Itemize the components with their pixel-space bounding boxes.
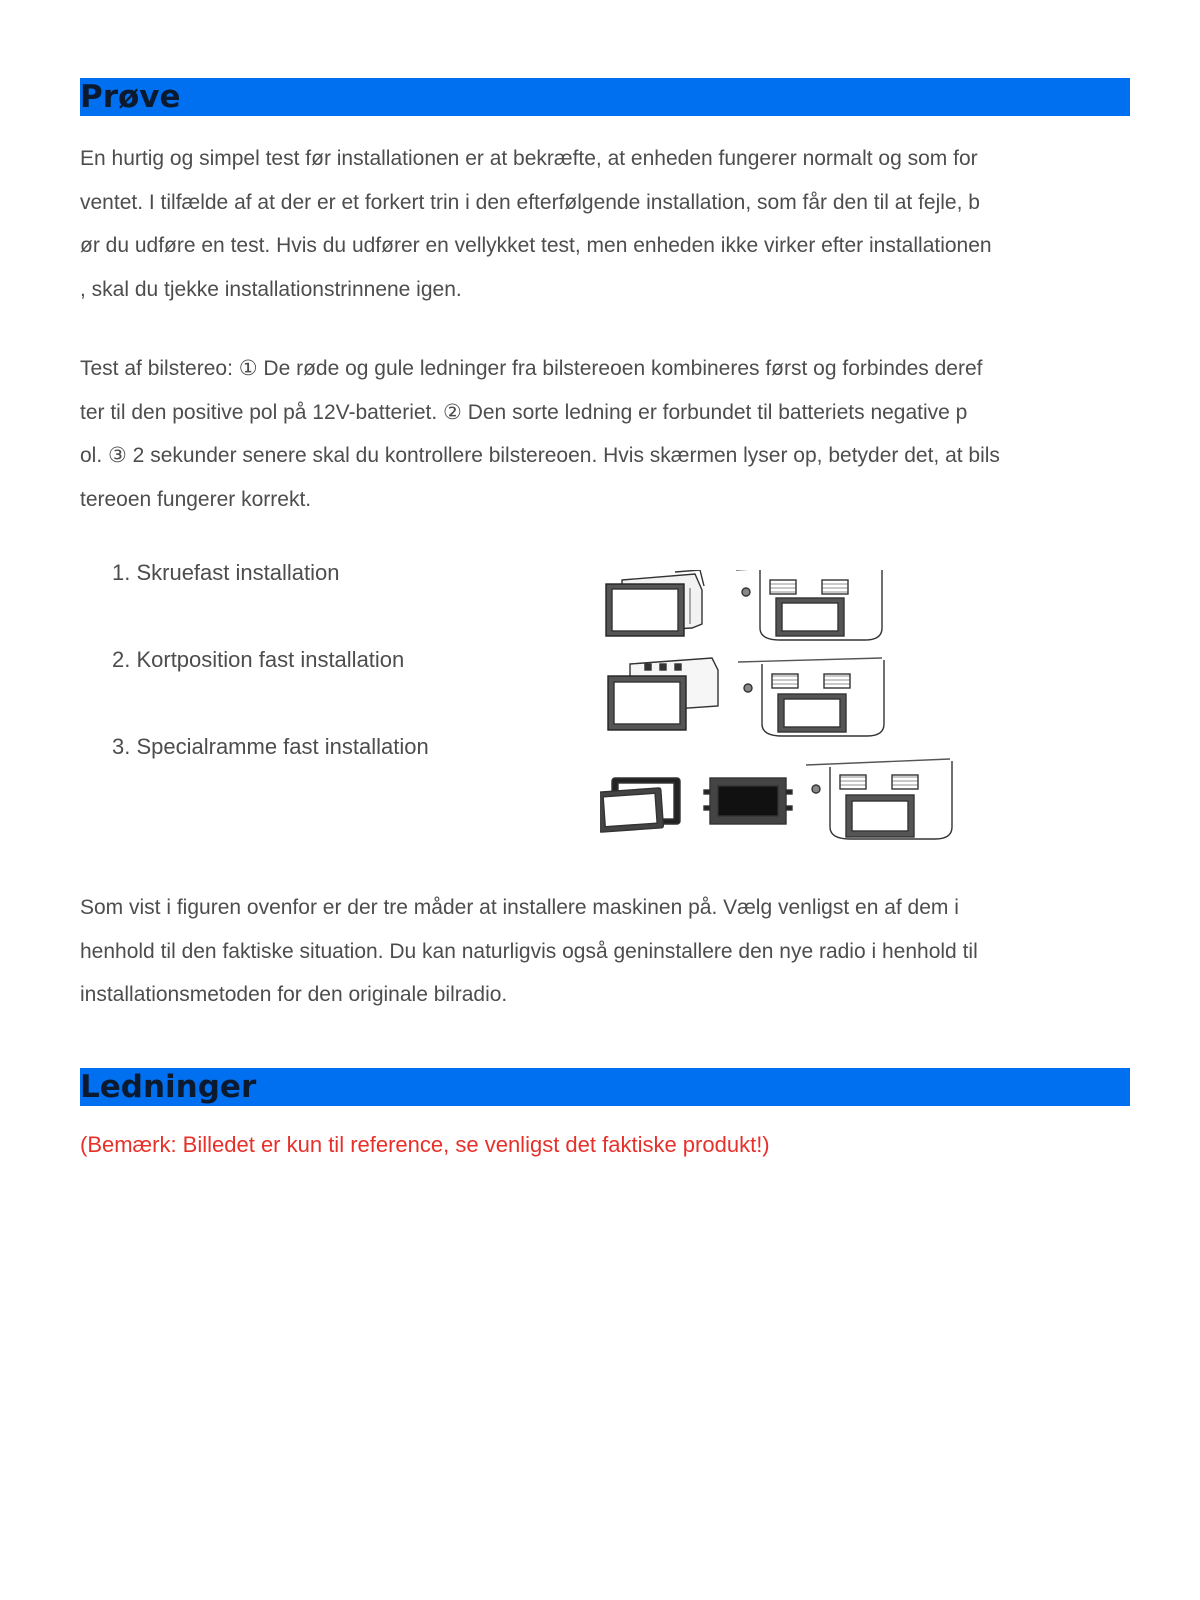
section-heading-test: Prøve — [80, 78, 1130, 116]
dashboard-slot-icon — [736, 570, 882, 640]
installation-illustration — [600, 570, 990, 870]
special-frame-radio-icon — [600, 778, 680, 832]
install-methods-list — [112, 560, 429, 821]
reference-note: (Bemærk: Billedet er kun til reference, se venligst det faktiske produkt!) — [80, 1132, 770, 1157]
stereo-test-line: ol. ③ 2 sekunder senere skal du kontrollere bilstereoen. Hvis skærmen lyser op, betyder det, at bils — [80, 444, 1000, 467]
stereo-test-paragraph — [80, 347, 1140, 521]
summary-paragraph — [80, 886, 1140, 1017]
install-method-item: 1. Skruefast installation — [112, 560, 340, 585]
summary-line: Som vist i figuren ovenfor er der tre måder at installere maskinen på. Vælg venligst en af dem i — [80, 896, 959, 919]
summary-line: installationsmetoden for den originale bilradio. — [80, 983, 508, 1006]
screw-bracket-radio-icon — [606, 570, 704, 636]
stereo-test-line: ter til den positive pol på 12V-batteriet. ② Den sorte ledning er forbundet til batteriets negative p — [80, 400, 968, 424]
dashboard-slot-icon — [806, 759, 952, 839]
intro-line: ventet. I tilfælde af at der er et forkert trin i den efterfølgende installation, som får den til at fejle, b — [80, 190, 980, 214]
summary-line: henhold til den faktiske situation. Du kan naturligvis også geninstallere den nye radio i henhold til — [80, 939, 978, 963]
intro-line: ør du udføre en test. Hvis du udfører en vellykket test, men enheden ikke virker efter installationen — [80, 234, 992, 257]
section-heading-wiring: Ledninger — [80, 1068, 1130, 1106]
mounting-frame-icon — [704, 778, 792, 824]
install-method-item: 3. Specialramme fast installation — [112, 734, 429, 759]
install-method-item: 2. Kortposition fast installation — [112, 647, 405, 672]
card-sleeve-radio-icon — [608, 658, 718, 730]
dashboard-slot-icon — [738, 658, 884, 736]
stereo-test-line: Test af bilstereo: ① De røde og gule ledninger fra bilstereoen kombineres først og forbindes deref — [80, 357, 983, 380]
intro-line: En hurtig og simpel test før installationen er at bekræfte, at enheden fungerer normalt og som for — [80, 147, 978, 170]
stereo-test-line: tereoen fungerer korrekt. — [80, 487, 312, 511]
intro-paragraph — [80, 137, 1140, 311]
intro-line: , skal du tjekke installationstrinnene igen. — [80, 277, 462, 301]
